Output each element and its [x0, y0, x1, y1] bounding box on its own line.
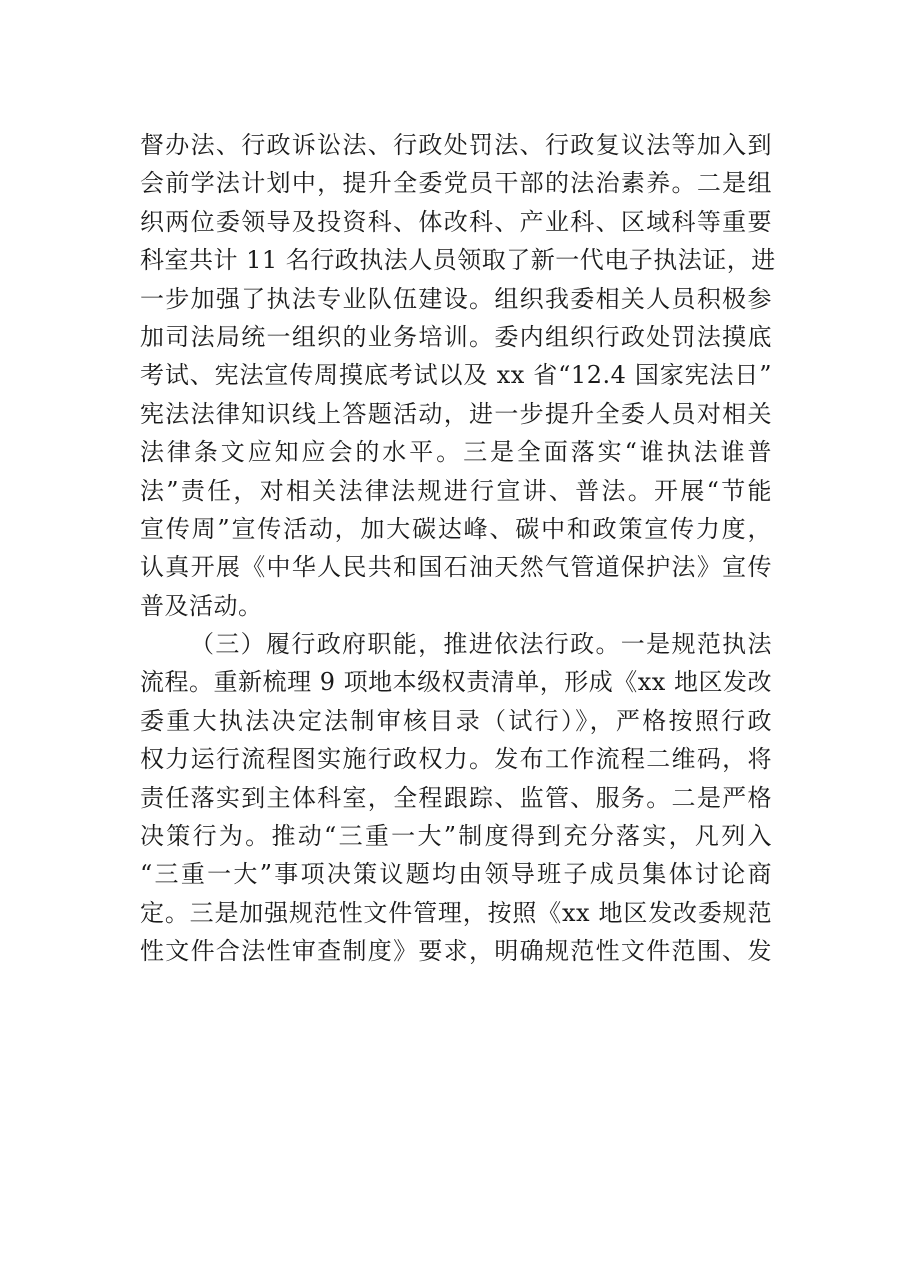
text-line: 督办法、行政诉讼法、行政处罚法、行政复议法等加入到	[140, 131, 772, 159]
text-line: 性文件合法性审查制度》要求，明确规范性文件范围、发	[140, 937, 772, 966]
text-line: 织两位委领导及投资科、体改科、产业科、区域科等重要	[140, 207, 772, 236]
text-line: 权力运行流程图实施行政权力。发布工作流程二维码，将	[140, 745, 772, 774]
text-line: 责任落实到主体科室，全程跟踪、监管、服务。二是严格	[140, 783, 772, 812]
document-body	[140, 126, 776, 971]
text-line: 科室共计 11 名行政执法人员领取了新一代电子执法证，进	[140, 246, 776, 275]
text-line: 普及活动。	[140, 591, 263, 620]
text-line: 委重大执法决定法制审核目录（试行）》，严格按照行政	[140, 706, 772, 735]
text-line: 宪法法律知识线上答题活动，进一步提升全委人员对相关	[140, 399, 772, 428]
text-line: 认真开展《中华人民共和国石油天然气管道保护法》宣传	[140, 553, 772, 582]
text-line: 会前学法计划中，提升全委党员干部的法治素养。二是组	[140, 169, 772, 198]
text-line: 法律条文应知应会的水平。三是全面落实“谁执法谁普	[140, 438, 772, 467]
text-line: 考试、宪法宣传周摸底考试以及 xx 省“12.4 国家宪法日”	[140, 361, 772, 390]
text-line: 决策行为。推动“三重一大”制度得到充分落实，凡列入	[140, 822, 772, 851]
text-line: “三重一大”事项决策议题均由领导班子成员集体讨论商	[140, 860, 772, 889]
text-line: 宣传周”宣传活动，加大碳达峰、碳中和政策宣传力度，	[140, 514, 772, 543]
text-line: 法”责任，对相关法律法规进行宣讲、普法。开展“节能	[140, 476, 772, 505]
text-line: （三）履行政府职能，推进依法行政。一是规范执法	[190, 630, 772, 659]
text-line: 加司法局统一组织的业务培训。委内组织行政处罚法摸底	[140, 322, 772, 351]
text-line: 流程。重新梳理 9 项地本级权责清单，形成《xx 地区发改	[140, 668, 772, 697]
text-line: 一步加强了执法专业队伍建设。组织我委相关人员积极参	[140, 284, 772, 313]
text-line: 定。三是加强规范性文件管理，按照《xx 地区发改委规范	[140, 898, 772, 927]
